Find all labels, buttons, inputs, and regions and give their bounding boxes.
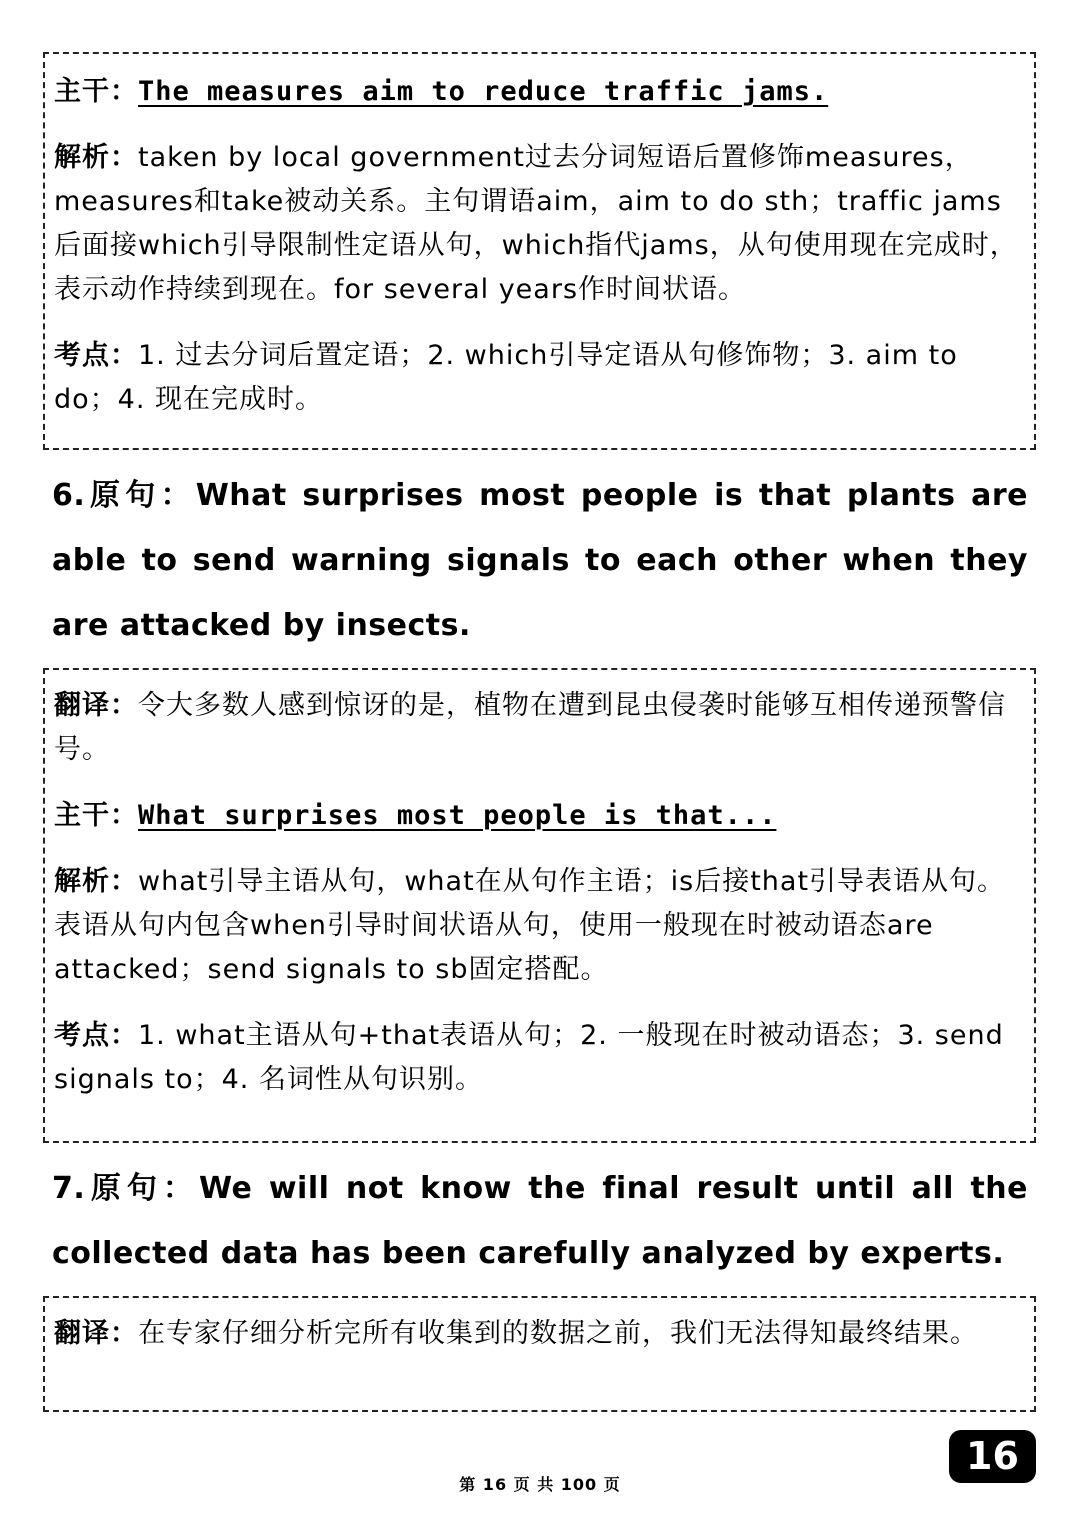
- translation-text: 在专家仔细分析完所有收集到的数据之前，我们无法得知最终结果。: [138, 1318, 978, 1349]
- original-sentence-7: [52, 1156, 1028, 1286]
- item-6-label: 6.原句：: [52, 478, 196, 513]
- item-7-sentence: We will not know the final result until all the collected data has been carefully analyzed by experts.: [52, 1171, 1028, 1271]
- analysis-paragraph: [54, 136, 1026, 312]
- translation-label: 翻译：: [54, 1318, 138, 1349]
- analysis-label: 解析：: [54, 142, 138, 173]
- analysis-text: what引导主语从句，what在从句作主语；is后接that引导表语从句。表语从句内包含when引导时间状语从句，使用一般现在时被动语态are attacked；send signals to sb固定搭配。: [54, 866, 1006, 985]
- points-text: 1. what主语从句+that表语从句；2. 一般现在时被动语态；3. send signals to；4. 名词性从句识别。: [54, 1020, 1004, 1095]
- translation-paragraph: [54, 684, 1026, 772]
- analysis-paragraph: [54, 860, 1026, 992]
- item-6-sentence: What surprises most people is that plants are able to send warning signals to each other when they are attacked by insects.: [52, 478, 1029, 643]
- analysis-box-5: [43, 52, 1036, 450]
- analysis-box-7: [43, 1296, 1036, 1412]
- translation-text: 令大多数人感到惊讶的是，植物在遭到昆虫侵袭时能够互相传递预警信号。: [54, 690, 1006, 765]
- stem-text: The measures aim to reduce traffic jams.: [138, 76, 829, 107]
- page-footer: 第 16 页 共 100 页: [459, 1475, 621, 1494]
- analysis-text: taken by local government过去分词短语后置修饰measures，measures和take被动关系。主句谓语aim，aim to do sth；traffic jams后面接which引导限制性定语从句，which指代jams，从句使用现在完成时，表示动作持续到现在。for several years作时间状语。: [54, 142, 1018, 305]
- points-text: 1. 过去分词后置定语；2. which引导定语从句修饰物；3. aim to do；4. 现在完成时。: [54, 340, 958, 415]
- stem-paragraph: [54, 70, 1026, 114]
- points-paragraph: [54, 334, 1026, 422]
- stem-label: 主干：: [54, 76, 138, 107]
- points-label: 考点：: [54, 1020, 138, 1051]
- item-7-label: 7.原句：: [52, 1171, 199, 1206]
- stem-label: 主干：: [54, 800, 138, 831]
- points-label: 考点：: [54, 340, 138, 371]
- translation-label: 翻译：: [54, 690, 138, 721]
- page-number-badge: 16: [949, 1430, 1036, 1483]
- analysis-box-6: [43, 668, 1036, 1143]
- analysis-label: 解析：: [54, 866, 138, 897]
- original-sentence-6: [52, 463, 1028, 658]
- translation-paragraph: [54, 1312, 1026, 1356]
- stem-text: What surprises most people is that...: [138, 800, 777, 831]
- stem-paragraph: [54, 794, 1026, 838]
- points-paragraph: [54, 1014, 1026, 1102]
